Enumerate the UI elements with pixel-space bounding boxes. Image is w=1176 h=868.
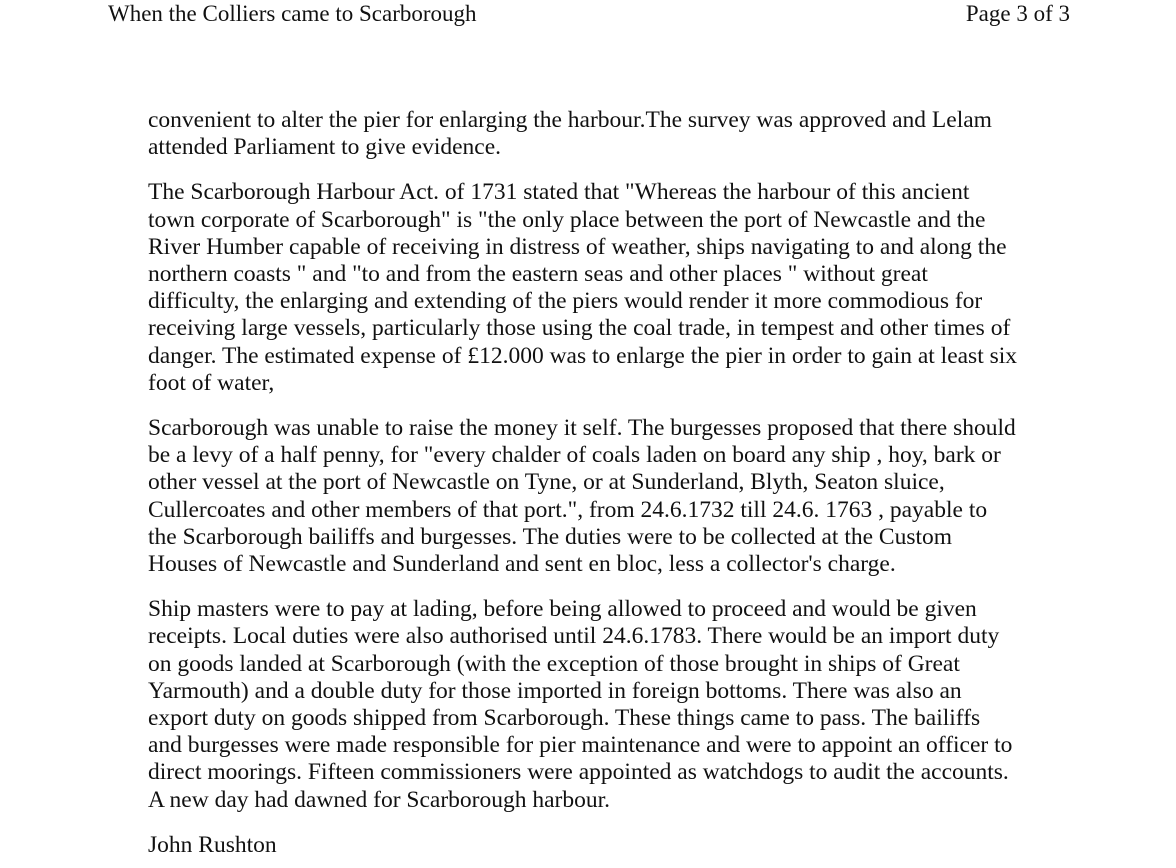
text-line: danger. The estimated expense of £12.000 was to enlarge the pier in order to gain at least six (148, 342, 1018, 369)
text-line: Scarborough was unable to raise the money it self. The burgesses proposed that there should (148, 415, 1016, 442)
text-line: Cullercoates and other members of that port.", from 24.6.1732 till 24.6. 1763 , payable to (148, 496, 988, 523)
text-line: Yarmouth) and a double duty for those imported in foreign bottoms. There was also an (148, 677, 962, 704)
text-line: on goods landed at Scarborough (with the exception of those brought in ships of Great (148, 650, 960, 677)
text-line: convenient to alter the pier for enlarging the harbour.The survey was approved and Lelam (148, 107, 992, 133)
paragraph (148, 415, 1148, 578)
document-title: When the Colliers came to Scarborough (108, 1, 477, 26)
text-line: The Scarborough Harbour Act. of 1731 stated that "Whereas the harbour of this ancient (148, 179, 970, 206)
signature: John Rushton (148, 831, 277, 858)
text-line: receiving large vessels, particularly those using the coal trade, in tempest and other times of (148, 315, 1011, 342)
text-line: foot of water, (148, 369, 275, 396)
document-body (148, 107, 1148, 859)
text-line: A new day had dawned for Scarborough harbour. (148, 786, 611, 813)
text-line: direct moorings. Fifteen commissioners were appointed as watchdogs to audit the accounts. (148, 759, 1009, 786)
text-line: difficulty, the enlarging and extending of the piers would render it more commodious for (148, 288, 983, 315)
paragraph (148, 179, 1148, 397)
text-line: other vessel at the port of Newcastle on Tyne, or at Sunderland, Blyth, Seaton sluice, (148, 469, 945, 496)
text-line: town corporate of Scarborough" is "the only place between the port of Newcastle and the (148, 206, 986, 233)
text-line: and burgesses were made responsible for pier maintenance and were to appoint an officer to (148, 732, 1013, 759)
page-number: Page 3 of 3 (965, 1, 1070, 26)
text-line: be a levy of a half penny, for "every chalder of coals laden on board any ship , hoy, bark or (148, 442, 1001, 469)
text-line: Ship masters were to pay at lading, before being allowed to proceed and would be given (148, 596, 977, 623)
paragraph (148, 596, 1148, 814)
text-line: receipts. Local duties were also authorised until 24.6.1783. There would be an import duty (148, 623, 1000, 650)
text-line: the Scarborough bailiffs and burgesses. The duties were to be collected at the Custom (148, 523, 953, 550)
paragraph (148, 107, 1148, 161)
text-line: Houses of Newcastle and Sunderland and sent en bloc, less a collector's charge. (148, 551, 896, 578)
text-line: northern coasts " and "to and from the eastern seas and other places " without great (148, 261, 928, 288)
text-line: River Humber capable of receiving in distress of weather, ships navigating to and along the (148, 233, 1007, 260)
text-line: attended Parliament to give evidence. (148, 134, 502, 161)
text-line: export duty on goods shipped from Scarborough. These things came to pass. The bailiffs (148, 705, 981, 732)
